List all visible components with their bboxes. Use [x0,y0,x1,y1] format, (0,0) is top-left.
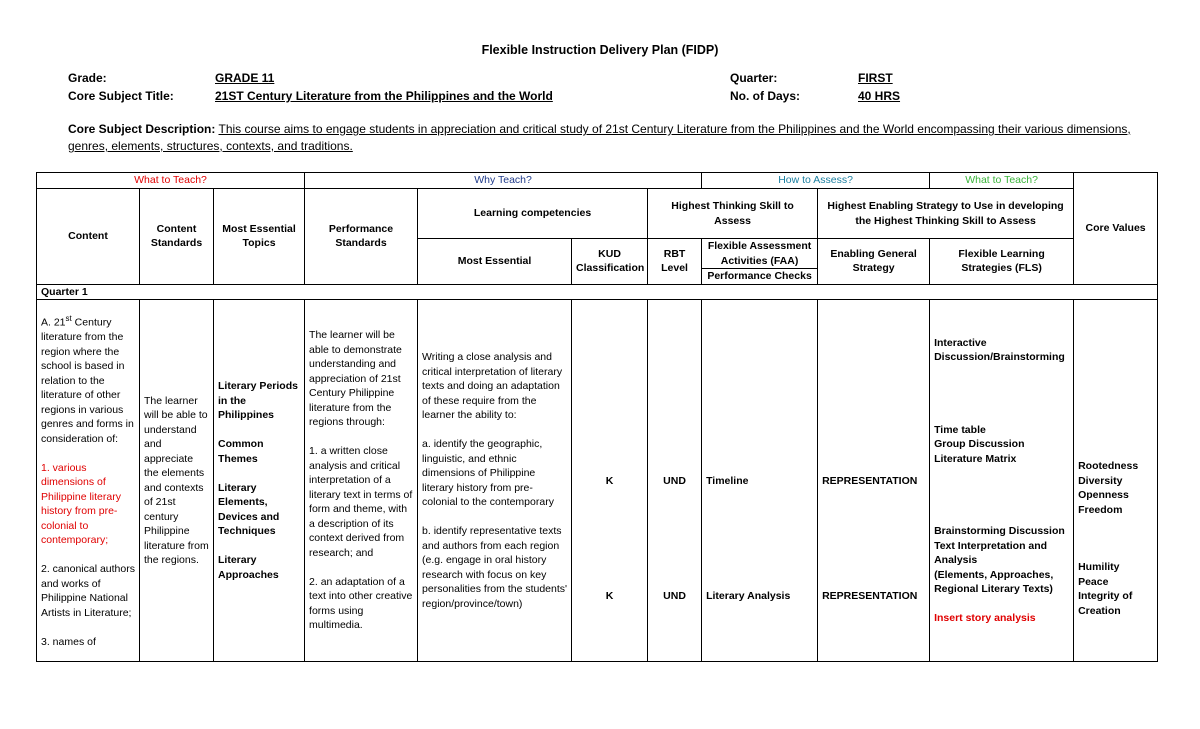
days-label: No. of Days: [730,89,801,103]
value-a-item: Freedom [1078,503,1123,516]
rbt-b: UND [663,590,686,602]
group-what-to-teach: What to Teach? [37,173,305,189]
fls-insert-note: Insert story analysis [934,612,1036,624]
header-enabling-general: Enabling General Strategy [818,239,930,285]
description-text: This course aims to engage students in appreciation and critical study of 21st Century Literature from the Philippines and the World encompassing their various dimensions, genres, elements, structures, contexts, and traditions. [68,122,1131,153]
content-item-1: 1. various dimensions of Philippine literary history from pre-colonial to contemporary; [41,461,121,546]
subject-title-label: Core Subject Title: [68,89,174,103]
header-kud: KUD Classification [572,239,648,285]
header-core-values: Core Values [1074,173,1158,285]
faa-cell [702,300,818,662]
value-a-item: Diversity [1078,474,1123,487]
quarter-value: FIRST [858,71,893,85]
competencies-cell [418,300,572,662]
value-b-item: Peace [1078,575,1109,588]
fls-b-item: Brainstorming Discussion [934,525,1065,537]
content-item-2: 2. canonical authors and works of Philippine National Artists in Literature; [41,563,135,619]
kud-b: K [605,590,614,602]
fls-a-item: Group Discussion [934,438,1025,450]
description-label: Core Subject Description: [68,122,216,136]
header-rbt: RBT Level [648,239,702,285]
core-values-cell [1074,300,1158,662]
topic-item: Literary Periods in the Philippines [218,380,298,421]
rbt-a: UND [663,474,686,487]
fls-a-item: Time table [934,423,986,436]
header-most-essential: Most Essential [418,239,572,285]
fls-b-item: Text Interpretation and Analysis [934,539,1048,566]
quarter-row: Quarter 1 [37,284,1158,300]
value-a-item: Rootedness [1078,460,1139,472]
quarter-label: Quarter: [730,71,778,85]
strategy-b: REPRESENTATION [822,590,918,602]
header-fls: Flexible Learning Strategies (FLS) [930,239,1074,285]
fls-b-item: (Elements, Approaches, Regional Literary Texts) [934,568,1054,595]
performance-item-1: 1. a written close analysis and critical interpretation of a literary text in terms of form and theme, with a description of its context derived from research; and [309,445,413,559]
subject-description [68,121,1138,155]
value-b-item: Integrity of Creation [1078,590,1133,617]
topic-item: Literary Elements, Devices and Techniques [218,481,280,537]
header-content-standards: Content Standards [140,189,214,285]
header-highest-thinking: Highest Thinking Skill to Assess [648,189,818,239]
faa-a: Timeline [706,474,749,487]
competency-a: a. identify the geographic, linguistic, and ethnic dimensions of Philippine literary history from pre-colonial to the contemporary [422,438,554,508]
performance-item-2: 2. an adaptation of a text into other creative forms using multimedia. [309,575,413,632]
value-b-item: Humility [1078,561,1120,573]
header-content: Content [37,189,140,285]
strategy-a: REPRESENTATION [822,474,918,487]
rbt-cell [648,300,702,662]
kud-a: K [605,474,614,487]
kud-cell [572,300,648,662]
grade-label: Grade: [68,71,107,85]
header-performance-checks: Performance Checks [702,269,818,285]
subject-title-value: 21ST Century Literature from the Philippines and the World [215,89,553,103]
fls-cell [930,300,1074,662]
topic-item: Literary Approaches [218,554,279,581]
fls-a-item: Literature Matrix [934,452,1017,465]
content-cell [37,300,140,662]
header-learning-competencies: Learning competencies [418,189,648,239]
fls-top: Interactive Discussion/Brainstorming [934,336,1065,363]
fidp-table [36,172,1158,662]
competency-intro: Writing a close analysis and critical interpretation of literary texts and doing an adaptation of these require from the learner the ability to: [422,351,563,421]
header-highest-enabling: Highest Enabling Strategy to Use in developing the Highest Thinking Skill to Assess [818,189,1074,239]
content-standards-cell: The learner will be able to understand and appreciate the elements and contexts of 21st century Philippine literature from the regions. [140,300,214,662]
content-intro: A. 21st Century literature from the region where the school is based in relation to the literature of other regions in various genres and forms in consideration of: [41,314,134,445]
performance-standards-cell [305,300,418,662]
header-topics: Most Essential Topics [214,189,305,285]
performance-intro: The learner will be able to demonstrate understanding and appreciation of 21st Century Philippine literature from the regions through: [309,329,402,429]
strategy-cell [818,300,930,662]
document-title: Flexible Instruction Delivery Plan (FIDP) [481,43,719,57]
group-what-to-teach-2: What to Teach? [930,173,1074,189]
topic-item: Common Themes [218,438,264,465]
value-a-item: Openness [1078,489,1129,501]
topics-cell [214,300,305,662]
content-item-3: 3. names of [41,635,96,648]
faa-b: Literary Analysis [706,590,791,602]
header-performance-standards: Performance Standards [305,189,418,285]
days-value: 40 HRS [858,89,901,103]
group-how-to-assess: How to Assess? [702,173,930,189]
grade-value: GRADE 11 [215,71,275,85]
header-faa: Flexible Assessment Activities (FAA) [702,239,818,269]
competency-b: b. identify representative texts and authors from each region (e.g. engage in oral history research with focus on key personalities from the students' region/province/town) [422,525,568,610]
group-why-teach: Why Teach? [305,173,702,189]
